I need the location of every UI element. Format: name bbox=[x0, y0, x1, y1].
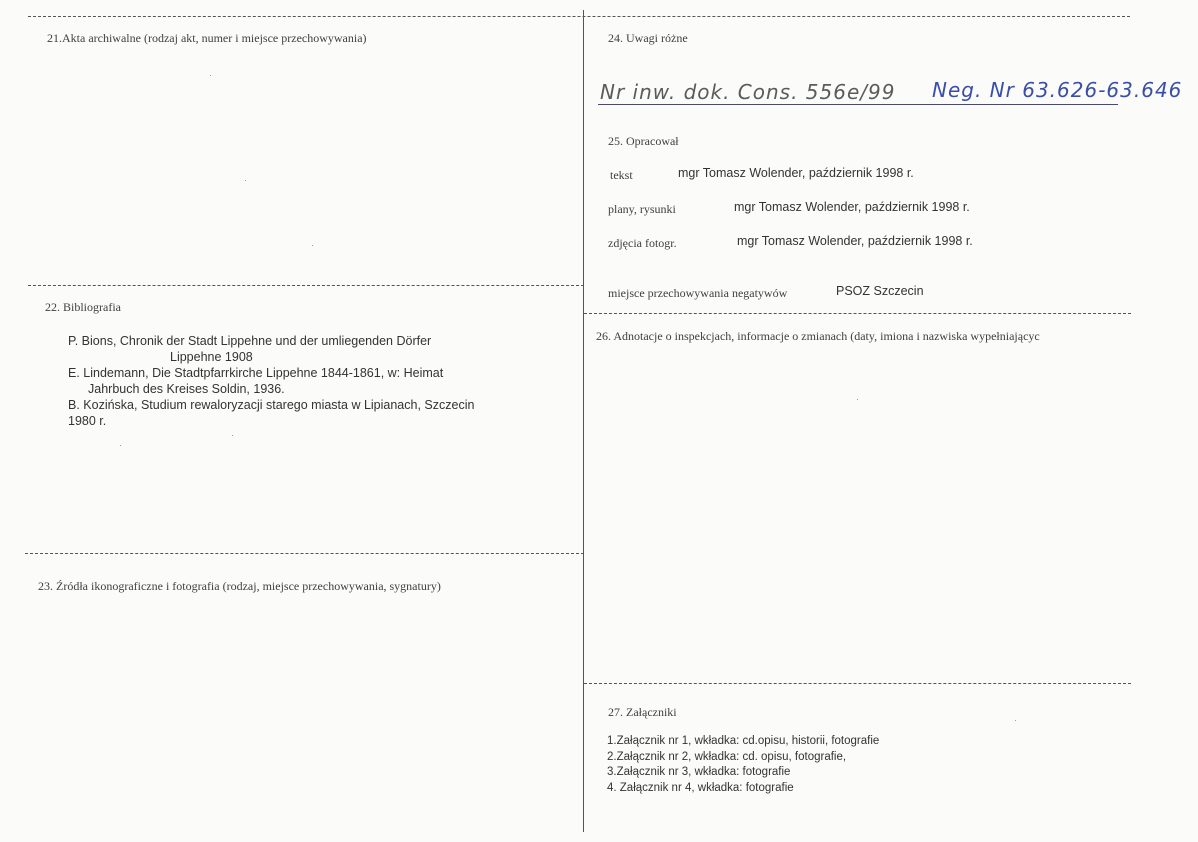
divider-25-26 bbox=[584, 313, 1131, 314]
bibliography-entry-line: Lippehne 1908 bbox=[170, 350, 253, 364]
attachment-item: 2.Załącznik nr 2, wkładka: cd. opisu, fotografie, bbox=[607, 750, 847, 763]
author-row-key: tekst bbox=[610, 168, 633, 182]
scan-speck bbox=[245, 180, 246, 181]
bibliography-entry bbox=[68, 333, 568, 365]
divider-21-22 bbox=[28, 285, 584, 286]
author-row-value: mgr Tomasz Wolender, październik 1998 r. bbox=[734, 200, 970, 214]
bibliography-entry bbox=[68, 365, 568, 397]
scan-speck bbox=[312, 245, 313, 246]
section-21-label: 21.Akta archiwalne (rodzaj akt, numer i miejsce przechowywania) bbox=[47, 31, 367, 45]
divider-26-27 bbox=[584, 683, 1131, 684]
author-row-value: mgr Tomasz Wolender, październik 1998 r. bbox=[678, 166, 914, 180]
handwritten-underline bbox=[598, 104, 1118, 105]
attachment-item: 3.Załącznik nr 3, wkładka: fotografie bbox=[607, 766, 791, 778]
scan-speck bbox=[120, 445, 121, 446]
column-divider bbox=[583, 10, 584, 832]
negatives-storage-value: PSOZ Szczecin bbox=[836, 284, 924, 298]
bibliography-entry-line: Jahrbuch des Kreises Soldin, 1936. bbox=[88, 382, 285, 396]
author-row-key: zdjęcia fotogr. bbox=[608, 236, 677, 250]
bibliography-list bbox=[68, 333, 568, 429]
handwritten-inventory-number: Nr inw. dok. Cons. 556e/99 bbox=[600, 80, 896, 104]
section-27-label: 27. Załączniki bbox=[608, 705, 677, 719]
section-25-label: 25. Opracował bbox=[608, 134, 679, 148]
scan-speck bbox=[232, 435, 233, 436]
attachment-item: 1.Załącznik nr 1, wkładka: cd.opisu, historii, fotografie bbox=[607, 735, 880, 747]
attachments-list bbox=[607, 734, 879, 796]
author-row-key: plany, rysunki bbox=[608, 202, 676, 216]
handwritten-negative-numbers: Neg. Nr 63.626-63.646 bbox=[932, 78, 1183, 102]
scan-speck bbox=[857, 399, 858, 400]
bibliography-entry-line: B. Kozińska, Studium rewaloryzacji starego miasta w Lipianach, Szczecin bbox=[68, 398, 475, 412]
section-22-label: 22. Bibliografia bbox=[45, 300, 121, 314]
divider-22-23 bbox=[25, 553, 584, 554]
top-border bbox=[28, 16, 1130, 17]
attachment-item: 4. Załącznik nr 4, wkładka: fotografie bbox=[607, 781, 794, 794]
bibliography-entry-line: P. Bions, Chronik der Stadt Lippehne und der umliegenden Dörfer bbox=[68, 334, 432, 348]
scan-speck bbox=[1015, 720, 1016, 721]
bibliography-entry-line: 1980 r. bbox=[68, 414, 107, 428]
section-23-label: 23. Źródła ikonograficzne i fotografia (rodzaj, miejsce przechowywania, sygnatury) bbox=[38, 579, 441, 593]
bibliography-entry bbox=[68, 397, 568, 429]
bibliography-entry-line: E. Lindemann, Die Stadtpfarrkirche Lippehne 1844-1861, w: Heimat bbox=[68, 366, 444, 380]
author-row-value: mgr Tomasz Wolender, październik 1998 r. bbox=[737, 234, 973, 248]
scan-speck bbox=[210, 75, 211, 76]
section-26-label: 26. Adnotacje o inspekcjach, informacje o zmianach (daty, imiona i nazwiska wypełniającyc bbox=[596, 329, 1040, 343]
section-24-label: 24. Uwagi różne bbox=[608, 31, 688, 45]
negatives-storage-label: miejsce przechowywania negatywów bbox=[608, 286, 788, 300]
